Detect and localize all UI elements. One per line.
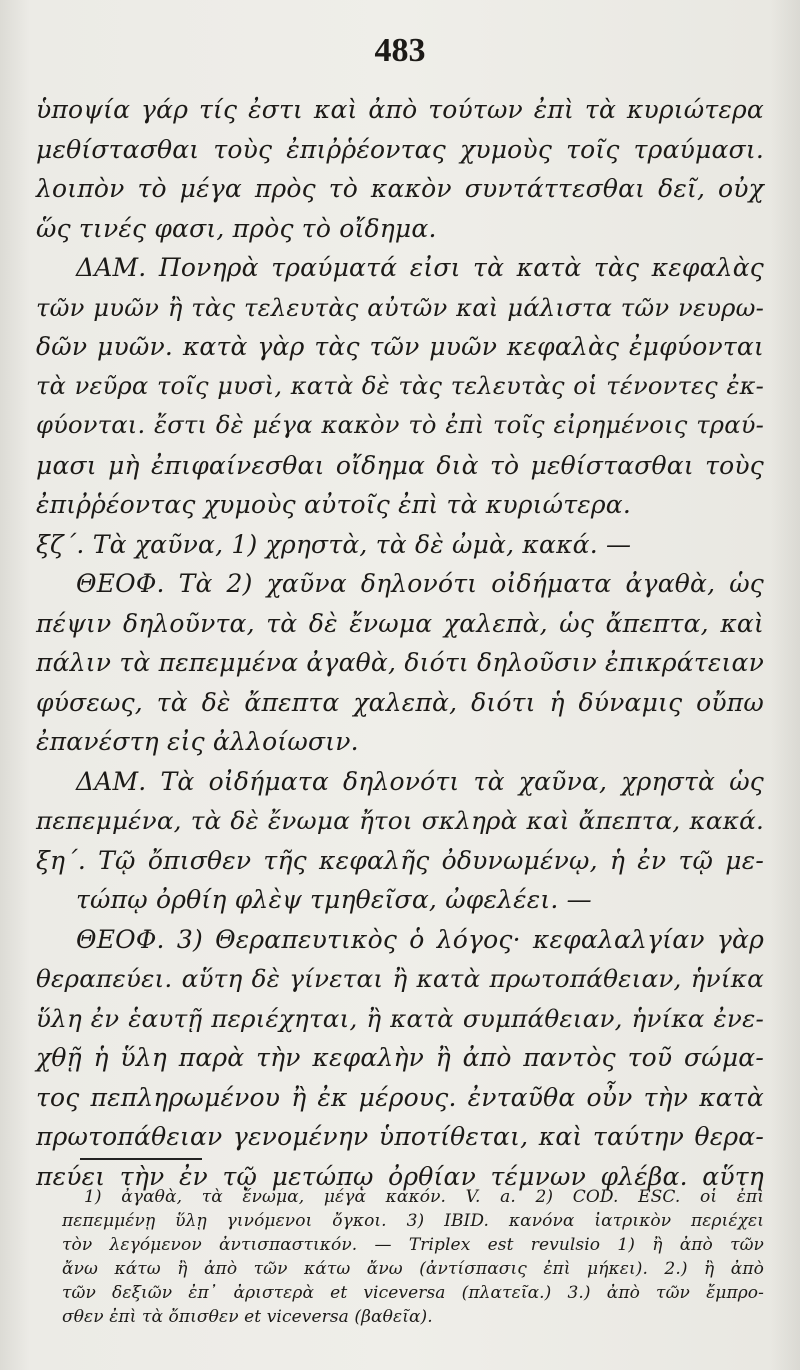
footnote-line: πεπεμμένῃ ὕλῃ γινόμενοι ὄγκοι. 3) IBID. κανόνα ἰατρικὸν περιέχει [62,1211,764,1231]
text-line: μασι μὴ ἐπιφαίνεσθαι οἴδημα διὰ τὸ μεθίστασθαι τοὺς [36,450,764,480]
text-line: πεπεμμένα, τὰ δὲ ἔνωμα ἤτοι σκληρὰ καὶ ἄπεπτα, κακά. [36,806,764,835]
footnote-line: 1) ἀγαθὰ, τὰ ἔνωμα, μέγα κακόν. V. a. 2) COD. ESC. οἱ ἐπὶ [84,1187,764,1207]
paragraph [36,248,764,525]
text-line: ΘΕΟΦ. 3) Θεραπευτικὸς ὁ λόγος· κεφαλαλγίαν γὰρ [76,924,764,954]
aphorism-67 [36,525,764,565]
text-line: ξζ΄. Τὰ χαῦνα, 1) χρηστὰ, τὰ δὲ ὠμὰ, κακά. — [36,529,632,559]
footnote-line: ἄνω κάτω ἢ ἀπὸ τῶν κάτω ἄνω (ἀντίσπασις ἐπὶ μήκει). 2.) ἢ ἀπὸ [62,1259,764,1279]
text-line: ΔΑΜ. Τὰ οἰδήματα δηλονότι τὰ χαῦνα, χρηστὰ ὡς [76,766,764,796]
text-line: ὕλη ἐν ἑαυτῇ περιέχηται, ἢ κατὰ συμπάθειαν, ἡνίκα ἐνε- [36,1003,764,1033]
text-line: θεραπεύει. αὕτη δὲ γίνεται ἢ κατὰ πρωτοπάθειαν, ἡνίκα [36,964,764,993]
text-line: πέψιν δηλοῦντα, τὰ δὲ ἔνωμα χαλεπὰ, ὡς ἄπεπτα, καὶ [36,608,764,638]
main-text [36,90,764,1196]
text-line: ὑποψία γάρ τίς ἐστι καὶ ἀπὸ τούτων ἐπὶ τὰ κυριώτερα [36,95,764,124]
text-line: φύονται. ἔστι δὲ μέγα κακὸν τὸ ἐπὶ τοῖς εἰρημένοις τραύ- [36,411,764,439]
paragraph [36,564,764,762]
text-line: τῶν μυῶν ἢ τὰς τελευτὰς αὐτῶν καὶ μάλιστα τῶν νευρω- [36,292,764,322]
paragraph [36,90,764,248]
text-line: ἐπιῤῥέοντας χυμοὺς αὐτοῖς ἐπὶ τὰ κυριώτερα. [36,490,631,519]
text-line: τὰ νεῦρα τοῖς μυσὶ, κατὰ δὲ τὰς τελευτὰς οἱ τένοντες ἐκ- [36,371,764,400]
text-line: τος πεπληρωμένου ἢ ἐκ μέρους. ἐνταῦθα οὖν τὴν κατὰ [36,1082,764,1112]
aphorism-68 [36,841,764,920]
text-line: τώπῳ ὀρθίη φλὲψ τμηθεῖσα, ὠφελέει. — [76,885,592,914]
footnote-rule [80,1158,202,1160]
text-line: λοιπὸν τὸ μέγα πρὸς τὸ κακὸν συντάττεσθαι δεῖ, οὐχ [36,174,764,203]
text-line: μεθίστασθαι τοὺς ἐπιῤῥέοντας χυμοὺς τοῖς τραύμασι. [36,134,764,164]
paragraph [36,920,764,1197]
paragraph [36,762,764,841]
text-line: δῶν μυῶν. κατὰ γὰρ τὰς τῶν μυῶν κεφαλὰς ἐμφύονται [36,332,764,361]
text-line: πεύει τὴν ἐν τῷ μετώπῳ ὀρθίαν τέμνων φλέβα. αὕτη [36,1161,764,1191]
text-line: ΘΕΟΦ. Τὰ 2) χαῦνα δηλονότι οἰδήματα ἀγαθὰ, ὡς [76,569,764,598]
footnote-line: τῶν δεξιῶν ἐπ᾽ ἀριστερὰ et viceversa (πλατεῖα.) 3.) ἀπὸ τῶν ἔμπρο- [62,1283,764,1303]
text-line: ΔΑΜ. Πονηρὰ τραύματά εἰσι τὰ κατὰ τὰς κεφαλὰς [76,253,764,282]
text-line: φύσεως, τὰ δὲ ἄπεπτα χαλεπὰ, διότι ἡ δύναμις οὔπω [36,687,764,717]
text-line: ξη΄. Τῷ ὄπισθεν τῆς κεφαλῆς ὀδυνωμένῳ, ἡ ἐν τῷ με- [36,845,764,875]
footnote-line: σθεν ἐπὶ τὰ ὄπισθεν et viceversa (βαθεῖα). [62,1307,433,1327]
text-line: ἐπανέστη εἰς ἀλλοίωσιν. [36,727,359,756]
text-line: ὥς τινές φασι, πρὸς τὸ οἴδημα. [36,213,437,243]
text-line: χθῇ ἡ ὕλη παρὰ τὴν κεφαλὴν ἢ ἀπὸ παντὸς τοῦ σώμα- [36,1043,764,1072]
footnote-line: τὸν λεγόμενον ἀντισπαστικόν. — Triplex est revulsio 1) ἢ ἀπὸ τῶν [62,1235,764,1255]
page-number: 483 [374,32,426,69]
footnotes [62,1185,764,1329]
text-line: πρωτοπάθειαν γενομένην ὑποτίθεται, καὶ ταύτην θερα- [36,1122,764,1151]
text-line: πάλιν τὰ πεπεμμένα ἀγαθὰ, διότι δηλοῦσιν ἐπικράτειαν [36,648,764,677]
